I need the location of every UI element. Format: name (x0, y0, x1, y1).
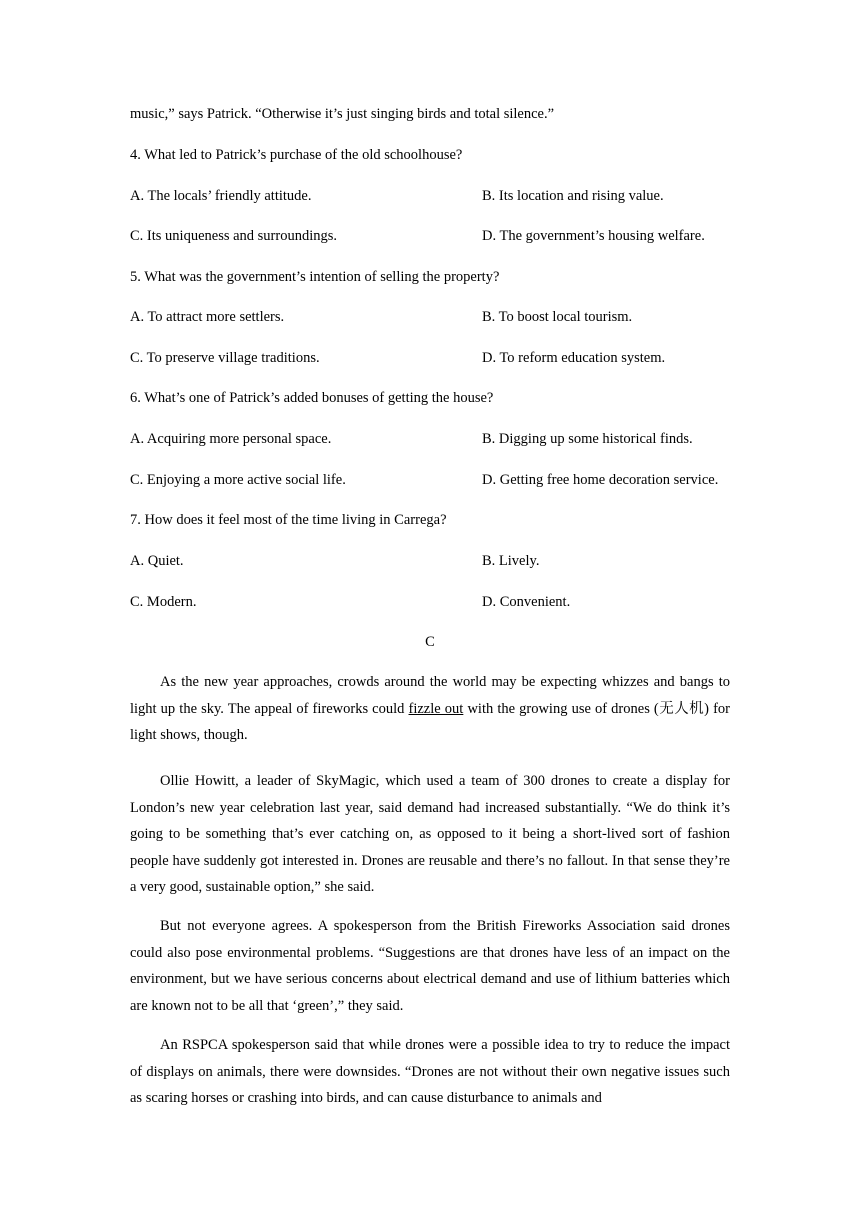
passage-paragraph-1 (130, 669, 730, 749)
paragraph-4-text: An RSPCA spokesperson said that while drones were a possible idea to try to reduce the impact of displays on animals, there were downsides. “Drones are not without their own negative issues such as scaring horses or crashing into birds, and can cause disturbance to animals and (130, 1037, 730, 1106)
continuation-text: music,” says Patrick. “Otherwise it’s just singing birds and total silence.” (130, 106, 555, 122)
section-heading: C (425, 634, 435, 650)
question-7-option-a: A. Quiet. (130, 553, 184, 569)
question-5-option-d: D. To reform education system. (482, 350, 666, 366)
question-6-option-a: A. Acquiring more personal space. (130, 431, 332, 447)
passage-paragraph-3 (130, 913, 730, 1019)
question-7-option-c: C. Modern. (130, 594, 197, 610)
question-5-option-b: B. To boost local tourism. (482, 309, 633, 325)
paragraph-1-text-end: with the growing use of drones (无人机) for light shows, though. (130, 700, 730, 743)
question-7-option-d: D. Convenient. (482, 594, 571, 610)
question-4-option-c: C. Its uniqueness and surroundings. (130, 228, 338, 244)
question-6-stem: 6. What’s one of Patrick’s added bonuses of getting the house? (130, 390, 494, 406)
question-5-option-c: C. To preserve village traditions. (130, 350, 320, 366)
question-4-option-b: B. Its location and rising value. (482, 188, 664, 204)
question-7-stem: 7. How does it feel most of the time living in Carrega? (130, 512, 447, 528)
question-5-option-a: A. To attract more settlers. (130, 309, 285, 325)
question-7-option-b: B. Lively. (482, 553, 540, 569)
question-4-option-d: D. The government’s housing welfare. (482, 228, 705, 244)
question-6-option-c: C. Enjoying a more active social life. (130, 472, 346, 488)
paragraph-1-text-start: As the new year approaches, crowds around the world may be expecting whizzes and bangs to light up the sky. The appeal of fireworks could (130, 674, 730, 717)
underlined-phrase: fizzle out (408, 700, 464, 717)
paragraph-3-text: But not everyone agrees. A spokesperson from the British Fireworks Association said drones could also pose environmental problems. “Suggestions are that drones have less of an impact on the environment, but we have serious concerns about electrical demand and use of lithium batteries which are known not to be all that ‘green’,” they said. (130, 918, 730, 1014)
question-6-option-d: D. Getting free home decoration service. (482, 472, 719, 488)
paragraph-2-text: Ollie Howitt, a leader of SkyMagic, which used a team of 300 drones to create a display for London’s new year celebration last year, said demand had increased substantially. “We do think it’s going to be something that’s ever catching on, as opposed to it being a short-lived sort of fashion people have suddenly got interested in. Drones are reusable and there’s no fallout. In that sense they’re a very good, sustainable option,” she said. (130, 773, 730, 895)
question-4-stem: 4. What led to Patrick’s purchase of the old schoolhouse? (130, 147, 463, 163)
question-5-stem: 5. What was the government’s intention of selling the property? (130, 269, 500, 285)
question-6-option-b: B. Digging up some historical finds. (482, 431, 693, 447)
passage-paragraph-4 (130, 1032, 730, 1112)
passage-paragraph-2 (130, 768, 730, 901)
question-4-option-a: A. The locals’ friendly attitude. (130, 188, 312, 204)
